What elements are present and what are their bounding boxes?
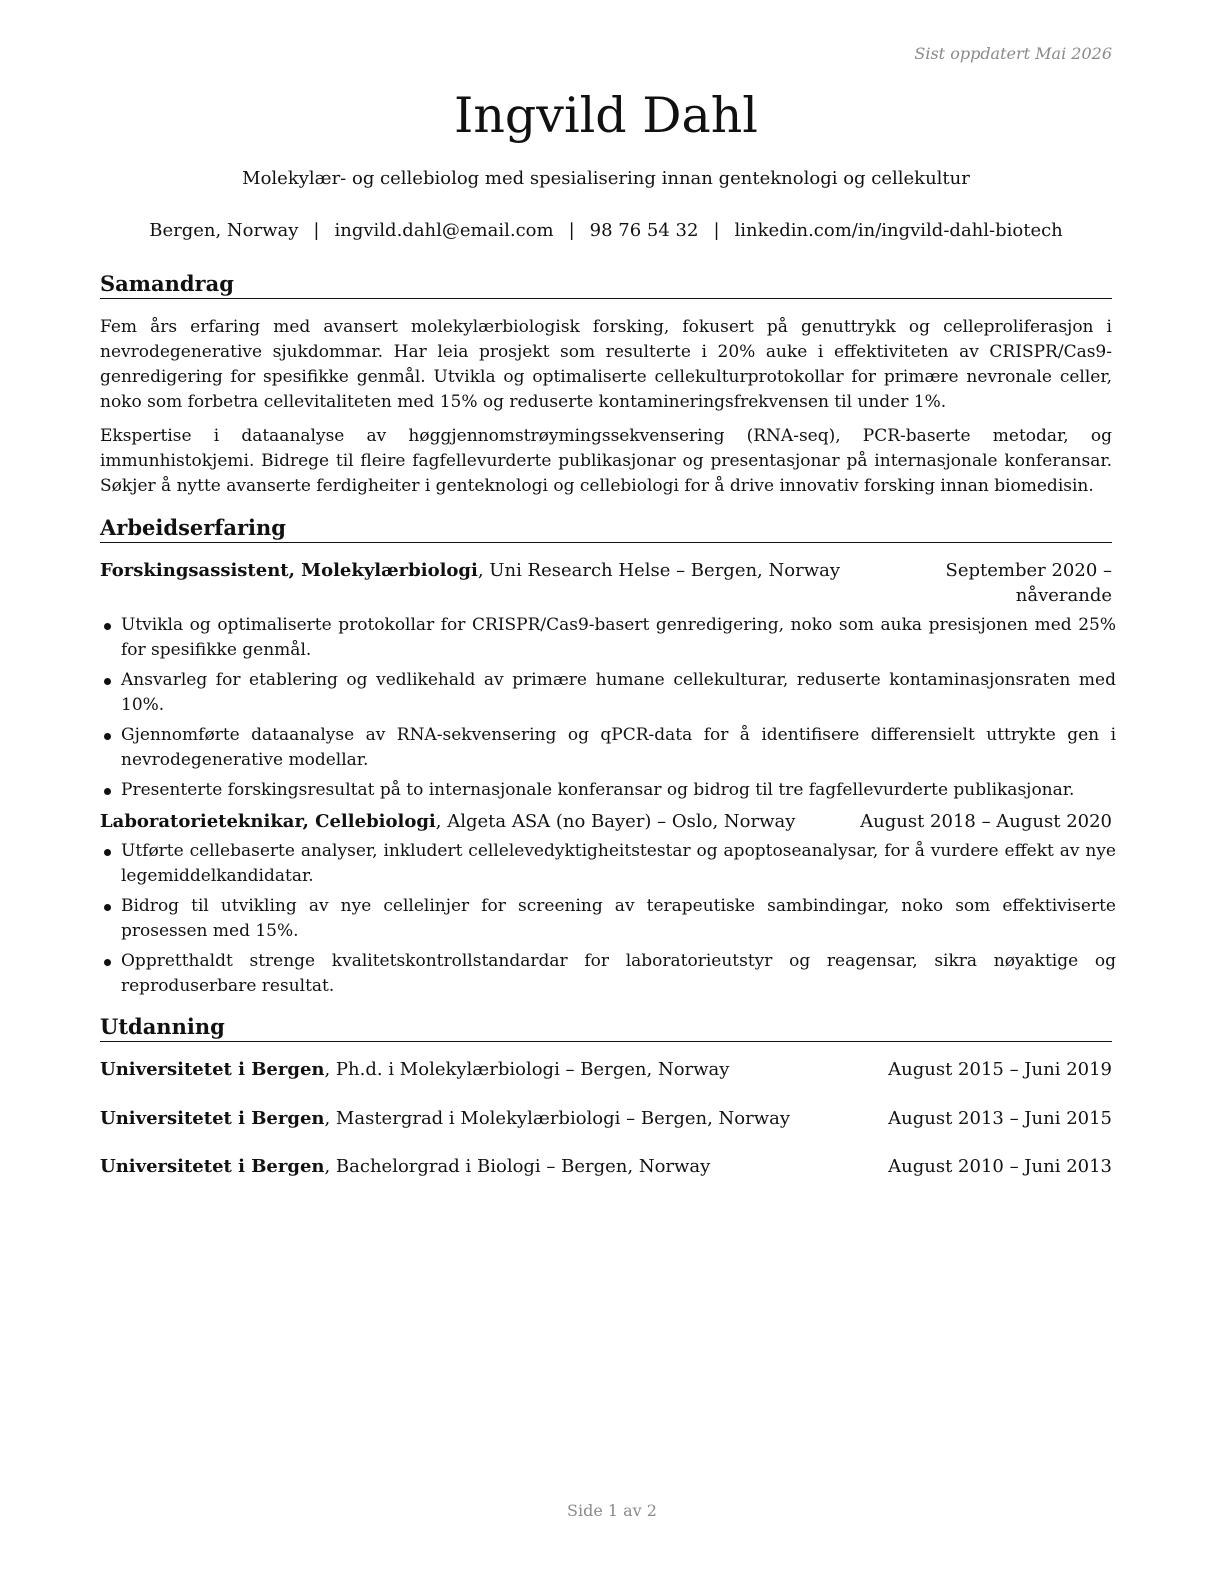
job-org: , Uni Research Helse – Bergen, Norway	[477, 560, 841, 581]
list-item: Utførte cellebaserte analyser, inkludert cellelevedyktigheitstestar og apoptoseanalysar, for å vurdere effekt av nye legemiddelkandidatar.	[100, 839, 1116, 889]
school-name: Universitetet i Bergen	[100, 1059, 325, 1080]
list-item: Ansvarleg for etablering og vedlikehald av primære humane cellekulturar, reduserte kontaminasjonsraten med 10%.	[100, 668, 1116, 718]
summary-paragraph: Ekspertise i dataanalyse av høggjennomstrøymingssekvensering (RNA-seq), PCR-baserte metodar, og immunhistokjemi. Bidrege til fleire fagfellevurderte publikasjonar og presentasjonar på internasjonale konferansar. Søkjer å nytte avanserte ferdigheiter i genteknologi og cellebiologi for å drive innovativ forsking innan biomedisin.	[100, 426, 1112, 496]
education-dates: August 2015 – Juni 2019	[888, 1059, 1112, 1080]
list-item: Bidrog til utvikling av nye cellelinjer for screening av terapeutiske sambindingar, noko som effektiviserte prosessen med 15%.	[100, 894, 1116, 944]
degree: , Ph.d. i Molekylærbiologi – Bergen, Norway	[324, 1059, 730, 1080]
degree: , Mastergrad i Molekylærbiologi – Bergen, Norway	[324, 1108, 791, 1129]
list-item: Oppretthaldt strenge kvalitetskontrollstandardar for laboratorieutstyr og reagensar, sikra nøyaktige og reproduserbare resultat.	[100, 949, 1116, 999]
education-row	[100, 1106, 1112, 1131]
contact-email[interactable]: ingvild.dahl@email.com	[334, 220, 554, 241]
page-number: Side 1 av 2	[567, 1501, 657, 1520]
education-dates: August 2013 – Juni 2015	[888, 1108, 1112, 1129]
section-title-education: Utdanning	[100, 1013, 1112, 1042]
separator: |	[713, 220, 720, 241]
contact-linkedin[interactable]: linkedin.com/in/ingvild-dahl-biotech	[734, 220, 1063, 241]
contact-location: Bergen, Norway	[149, 220, 299, 241]
job-bullets	[100, 613, 1116, 808]
section-title-experience: Arbeidserfaring	[100, 514, 1112, 543]
job-dates: August 2018 – August 2020	[860, 811, 1112, 832]
job-header	[100, 558, 1112, 608]
section-title-summary: Samandrag	[100, 270, 1112, 299]
separator: |	[313, 220, 320, 241]
job-bullets	[100, 839, 1116, 1004]
separator: |	[568, 220, 575, 241]
job-role: Forskingsassistent, Molekylærbiologi	[100, 560, 478, 581]
candidate-name: Ingvild Dahl	[454, 87, 758, 144]
job-role: Laboratorieteknikar, Cellebiologi	[100, 811, 436, 832]
job-dates: September 2020 – nåverande	[945, 560, 1112, 606]
last-updated: Sist oppdatert Mai 2026	[914, 44, 1112, 63]
summary-paragraph: Fem års erfaring med avansert molekylærbiologisk forsking, fokusert på genuttrykk og celleproliferasjon i nevrodegenerative sjukdommar. Har leia prosjekt som resulterte i 20% auke i effektiviteten av CRISPR/Cas9-genredigering for spesifikke genmål. Utvikla og optimaliserte cellekulturprotokollar for primære nevronale celler, noko som forbetra cellevitaliteten med 15% og reduserte kontamineringsfrekvensen til under 1%.	[100, 317, 1112, 412]
degree: , Bachelorgrad i Biologi – Bergen, Norway	[324, 1156, 711, 1177]
contact-phone: 98 76 54 32	[589, 220, 699, 241]
job-header	[100, 809, 1112, 834]
tagline: Molekylær- og cellebiolog med spesialisering innan genteknologi og cellekultur	[242, 168, 970, 189]
job-org: , Algeta ASA (no Bayer) – Oslo, Norway	[435, 811, 796, 832]
education-dates: August 2010 – Juni 2013	[888, 1156, 1112, 1177]
list-item: Presenterte forskingsresultat på to internasjonale konferansar og bidrog til tre fagfellevurderte publikasjonar.	[100, 778, 1116, 803]
education-row	[100, 1154, 1112, 1179]
school-name: Universitetet i Bergen	[100, 1156, 325, 1177]
list-item: Utvikla og optimaliserte protokollar for CRISPR/Cas9-basert genredigering, noko som auka presisjonen med 25% for spesifikke genmål.	[100, 613, 1116, 663]
school-name: Universitetet i Bergen	[100, 1108, 325, 1129]
contact-line	[100, 219, 1112, 243]
education-row	[100, 1057, 1112, 1082]
list-item: Gjennomførte dataanalyse av RNA-sekvensering og qPCR-data for å identifisere differensielt uttrykte gen i nevrodegenerative modellar.	[100, 723, 1116, 773]
